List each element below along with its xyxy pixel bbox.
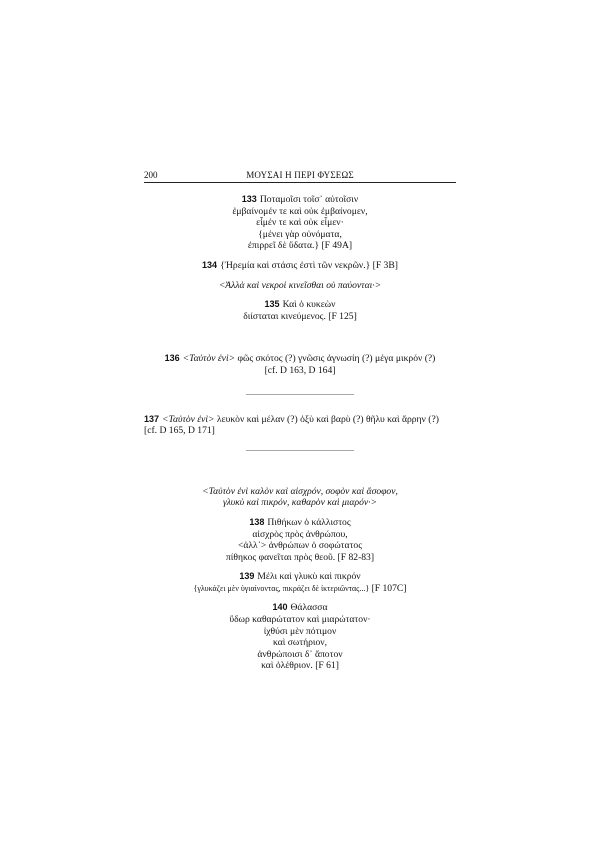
fragment-number: 139 — [239, 571, 255, 582]
interlude-block — [144, 486, 456, 509]
fragment-line: καὶ σωτήριον, — [272, 637, 328, 649]
section-separator: ...................................................... — [246, 443, 354, 453]
fragment-line: [cf. D 163, D 164] — [264, 364, 336, 376]
fragment-line: καὶ ὀλέθριον. [F 61] — [261, 660, 339, 672]
fragment-number: 135 — [264, 299, 280, 310]
fragment-line: Ποταμοῖσι τοῖσ᾿ αὐτοῖσιν — [259, 194, 359, 205]
fragment-lead: <Ταὐτὸν ἐνὶ> — [182, 353, 236, 365]
fragment-line: αἰσχρὸς πρὸς ἀνθρώπου, — [252, 528, 348, 540]
fragment-137 — [144, 414, 456, 437]
fragment-line: λευκὸν καὶ μέλαν (?) ὀξὺ καὶ βαρὺ (?) θῆλυ καὶ ἄρρην (?) — [216, 413, 439, 425]
fragment-line: Μέλι καὶ γλυκὺ καὶ πικρόν — [257, 571, 361, 583]
fragment-139 — [144, 571, 456, 594]
fragment-line: ἰχθύσι μὲν πότιμον — [263, 625, 337, 637]
fragment-line: [cf. D 165, D 171] — [144, 425, 215, 437]
fragment-line: ἀνθρώποισι δ᾿ ἄποτον — [257, 648, 343, 660]
section-separator: ...................................................... — [246, 387, 354, 397]
fragment-134 — [144, 260, 456, 272]
fragment-ref: [F 107C] — [371, 582, 407, 594]
fragment-line: {Ἠρεμία καὶ στάσις ἐστὶ τῶν νεκρῶν.} [F 3B] — [220, 259, 398, 271]
fragment-line: φῶς σκότος (?) γνῶσις ἀγνωσίη (?) μέγα μικρόν (?) — [237, 353, 436, 365]
interlude-text: <Ἀλλὰ καὶ νεκροὶ κινεῖσθαι οὐ παύονται·> — [218, 279, 382, 291]
fragment-number: 138 — [249, 516, 265, 527]
fragment-number: 133 — [241, 194, 257, 204]
fragment-line: Πιθήκων ὁ κάλλιστος — [267, 516, 351, 528]
fragment-number: 137 — [144, 413, 160, 424]
fragment-136 — [144, 353, 456, 376]
fragment-140 — [144, 602, 456, 672]
fragment-133 — [144, 194, 456, 252]
fragment-135 — [144, 299, 456, 322]
fragment-line: εἶμέν τε καὶ οὐκ εἶμεν· — [256, 217, 344, 229]
interlude-line: γλυκὺ καὶ πικρόν, καθαρὸν καὶ μιαρόν·> — [222, 497, 378, 509]
fragment-line: διίσταται κινεύμενος. [F 125] — [243, 310, 357, 322]
fragment-lead: <Ταὐτὸν ἐνὶ> — [162, 413, 215, 425]
fragment-line: ἐμβαίνομέν τε καὶ οὐκ ἐμβαίνομεν, — [232, 205, 368, 217]
fragment-number: 140 — [272, 602, 288, 613]
fragment-138 — [144, 517, 456, 563]
fragment-title: Θάλασσα — [290, 602, 328, 614]
fragment-number: 134 — [202, 259, 218, 270]
fragment-line: πίθηκος φανεῖται πρὸς θεοῦ. [F 82-83] — [225, 551, 375, 563]
fragment-line: <ἀλλ᾿> ἀνθρώπων ὁ σοφώτατος — [237, 540, 363, 552]
fragment-line: ἐπιρρεῖ δὲ ὕδατα.} [F 49A] — [247, 240, 353, 252]
fragment-line: ὕδωρ καθαρώτατον καὶ μιαρώτατον· — [229, 614, 371, 626]
fragment-note: {γλυκάζει μὲν ὑγιαίνοντας, πικράζει δὲ ἰκτεριῶντας...} — [193, 583, 370, 593]
fragment-line: {μένει γὰρ οὐνόματα, — [258, 228, 342, 240]
running-title: ΜΟΥΣΑΙ Η ΠΕΡΙ ΦΥΣΕΩΣ — [246, 170, 354, 180]
interlude-line: <Ταὐτὸν ἐνὶ καλὸν καὶ αἰσχρόν, σοφὸν καὶ ἄσοφον, — [202, 485, 398, 497]
page-body — [144, 194, 456, 672]
running-header — [144, 166, 456, 183]
page-number: 200 — [144, 170, 158, 180]
fragment-number: 136 — [164, 353, 180, 364]
fragment-line: Καὶ ὁ κυκεὼν — [282, 299, 336, 311]
